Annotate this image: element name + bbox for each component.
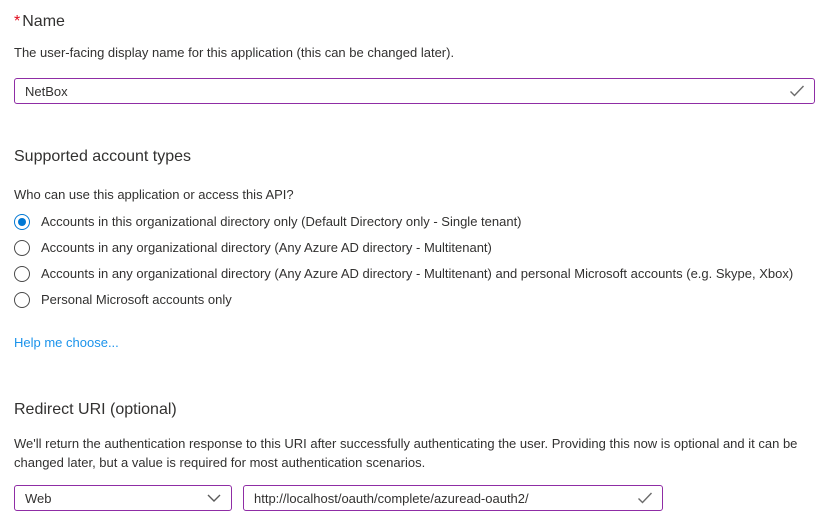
name-heading-label: Name: [22, 13, 65, 30]
radio-single-tenant[interactable]: [14, 214, 815, 230]
name-description: The user-facing display name for this application (this can be changed later).: [14, 45, 455, 60]
radio-button-icon[interactable]: [14, 240, 30, 256]
radio-button-icon[interactable]: [14, 214, 30, 230]
redirect-uri-input-wrap: [243, 485, 663, 511]
radio-label: Accounts in this organizational directory only (Default Directory only - Single tenant): [41, 214, 522, 229]
radio-personal-only[interactable]: [14, 292, 815, 308]
name-section: [14, 11, 815, 104]
chevron-down-icon: [207, 494, 221, 502]
required-asterisk: *: [14, 13, 21, 30]
redirect-uri-input[interactable]: [243, 485, 663, 511]
valid-check-icon: [789, 84, 805, 98]
name-input-wrap: [14, 78, 815, 104]
account-types-question: Who can use this application or access this API?: [14, 187, 294, 202]
radio-label: Personal Microsoft accounts only: [41, 292, 232, 307]
radio-multitenant-personal[interactable]: [14, 266, 815, 282]
redirect-uri-section: [14, 399, 815, 511]
redirect-uri-heading: Redirect URI (optional): [14, 401, 177, 418]
platform-dropdown-value: Web: [25, 490, 52, 506]
platform-dropdown[interactable]: [14, 485, 232, 511]
radio-multitenant[interactable]: [14, 240, 815, 256]
redirect-uri-description: We'll return the authentication response to this URI after successfully authenticating the user. Providing this now is optional and it can be changed later, but a value is required for most authentication scenarios.: [14, 436, 798, 470]
radio-button-icon[interactable]: [14, 266, 30, 282]
radio-label: Accounts in any organizational directory (Any Azure AD directory - Multitenant): [41, 240, 492, 255]
redirect-uri-controls: [14, 485, 815, 511]
supported-account-types-section: [14, 146, 815, 352]
help-me-choose-link[interactable]: Help me choose...: [14, 335, 119, 350]
radio-button-icon[interactable]: [14, 292, 30, 308]
valid-check-icon: [637, 491, 653, 505]
radio-label: Accounts in any organizational directory (Any Azure AD directory - Multitenant) and personal Microsoft accounts (e.g. Skype, Xbox): [41, 266, 794, 281]
account-type-radio-group: [14, 214, 815, 308]
name-input[interactable]: [14, 78, 815, 104]
name-section-heading: [14, 11, 815, 32]
account-types-heading: Supported account types: [14, 148, 192, 165]
